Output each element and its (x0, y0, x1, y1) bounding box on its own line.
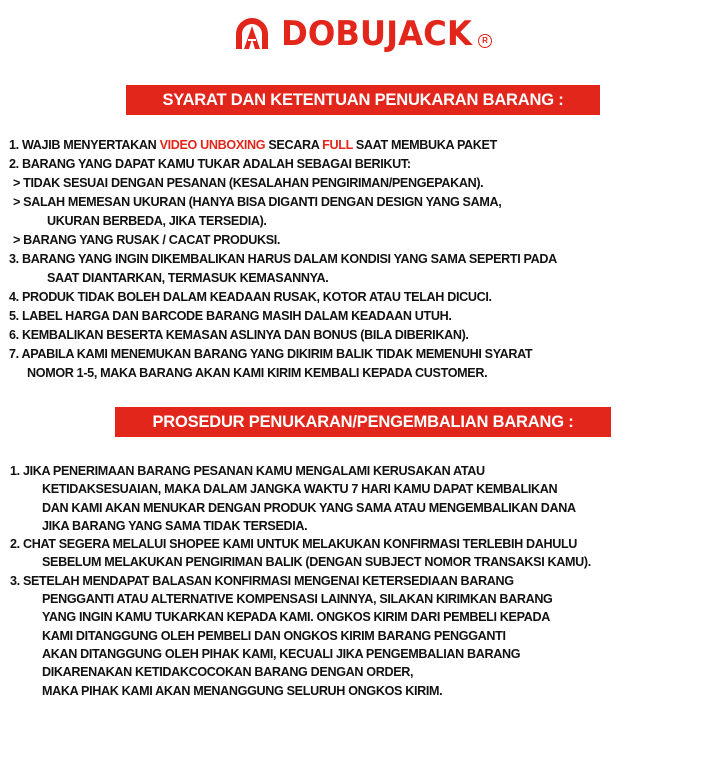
procedure-item: 3. SETELAH MENDAPAT BALASAN KONFIRMASI MENGENAI KETERSEDIAAN BARANG (10, 573, 514, 588)
terms-continuation: NOMOR 1-5, MAKA BARANG AKAN KAMI KIRIM KEMBALI KEPADA CUSTOMER. (27, 366, 488, 380)
terms-item: 1. WAJIB MENYERTAKAN VIDEO UNBOXING SECARA FULL SAAT MEMBUKA PAKET (9, 138, 497, 152)
procedure-list (10, 462, 726, 700)
procedure-continuation: DAN KAMI AKAN MENUKAR DENGAN PRODUK YANG SAMA ATAU MENGEMBALIKAN DANA (42, 500, 576, 515)
terms-item: 3. BARANG YANG INGIN DIKEMBALIKAN HARUS DALAM KONDISI YANG SAMA SEPERTI PADA (9, 252, 557, 266)
procedure-continuation: AKAN DITANGGUNG OLEH PIHAK KAMI, KECUALI JIKA PENGEMBALIAN BARANG (42, 646, 521, 661)
terms-list (9, 136, 725, 383)
registered-mark: R (478, 34, 492, 48)
terms-continuation: UKURAN BERBEDA, JIKA TERSEDIA). (47, 214, 267, 228)
procedure-continuation: YANG INGIN KAMU TUKARKAN KEPADA KAMI. ONGKOS KIRIM DARI PEMBELI KEPADA (42, 610, 550, 625)
procedure-item: 1. JIKA PENERIMAAN BARANG PESANAN KAMU MENGALAMI KERUSAKAN ATAU (10, 464, 485, 478)
terms-continuation: SAAT DIANTARKAN, TERMASUK KEMASANNYA. (47, 271, 329, 285)
terms-item: 4. PRODUK TIDAK BOLEH DALAM KEADAAN RUSAK, KOTOR ATAU TELAH DICUCI. (9, 290, 492, 304)
terms-heading: SYARAT DAN KETENTUAN PENUKARAN BARANG : (126, 85, 600, 115)
procedure-item: 2. CHAT SEGERA MELALUI SHOPEE KAMI UNTUK MELAKUKAN KONFIRMASI TERLEBIH DAHULU (10, 537, 578, 552)
procedure-continuation: PENGGANTI ATAU ALTERNATIVE KOMPENSASI LAINNYA, SILAKAN KIRIMKAN BARANG (42, 592, 553, 607)
brand-name: DOBUJACK (281, 14, 472, 54)
procedure-continuation: DIKARENAKAN KETIDAKCOCOKAN BARANG DENGAN ORDER, (42, 665, 414, 680)
brand-mark-icon (234, 16, 270, 52)
highlight-video-unboxing: VIDEO UNBOXING (159, 138, 266, 152)
terms-item: 5. LABEL HARGA DAN BARCODE BARANG MASIH DALAM KEADAAN UTUH. (9, 309, 452, 323)
brand-logo (0, 14, 726, 54)
terms-subitem: > TIDAK SESUAI DENGAN PESANAN (KESALAHAN PENGIRIMAN/PENGEPAKAN). (13, 176, 484, 190)
procedure-continuation: MAKA PIHAK KAMI AKAN MENANGGUNG SELURUH ONGKOS KIRIM. (42, 683, 443, 698)
highlight-full: FULL (322, 138, 353, 152)
terms-subitem: > SALAH MEMESAN UKURAN (HANYA BISA DIGANTI DENGAN DESIGN YANG SAMA, (13, 195, 502, 209)
procedure-continuation: SEBELUM MELAKUKAN PENGIRIMAN BALIK (DENGAN SUBJECT NOMOR TRANSAKSI KAMU). (42, 555, 591, 570)
terms-subitem: > BARANG YANG RUSAK / CACAT PRODUKSI. (13, 233, 281, 247)
terms-item: 7. APABILA KAMI MENEMUKAN BARANG YANG DIKIRIM BALIK TIDAK MEMENUHI SYARAT (9, 347, 533, 361)
procedure-heading: PROSEDUR PENUKARAN/PENGEMBALIAN BARANG : (115, 407, 611, 437)
procedure-continuation: KAMI DITANGGUNG OLEH PEMBELI DAN ONGKOS KIRIM BARANG PENGGANTI (42, 628, 506, 643)
procedure-continuation: KETIDAKSESUAIAN, MAKA DALAM JANGKA WAKTU 7 HARI KAMU DAPAT KEMBALIKAN (42, 482, 558, 497)
terms-item: 6. KEMBALIKAN BESERTA KEMASAN ASLINYA DAN BONUS (BILA DIBERIKAN). (9, 328, 469, 342)
procedure-continuation: JIKA BARANG YANG SAMA TIDAK TERSEDIA. (42, 518, 308, 533)
terms-item: 2. BARANG YANG DAPAT KAMU TUKAR ADALAH SEBAGAI BERIKUT: (9, 157, 411, 171)
